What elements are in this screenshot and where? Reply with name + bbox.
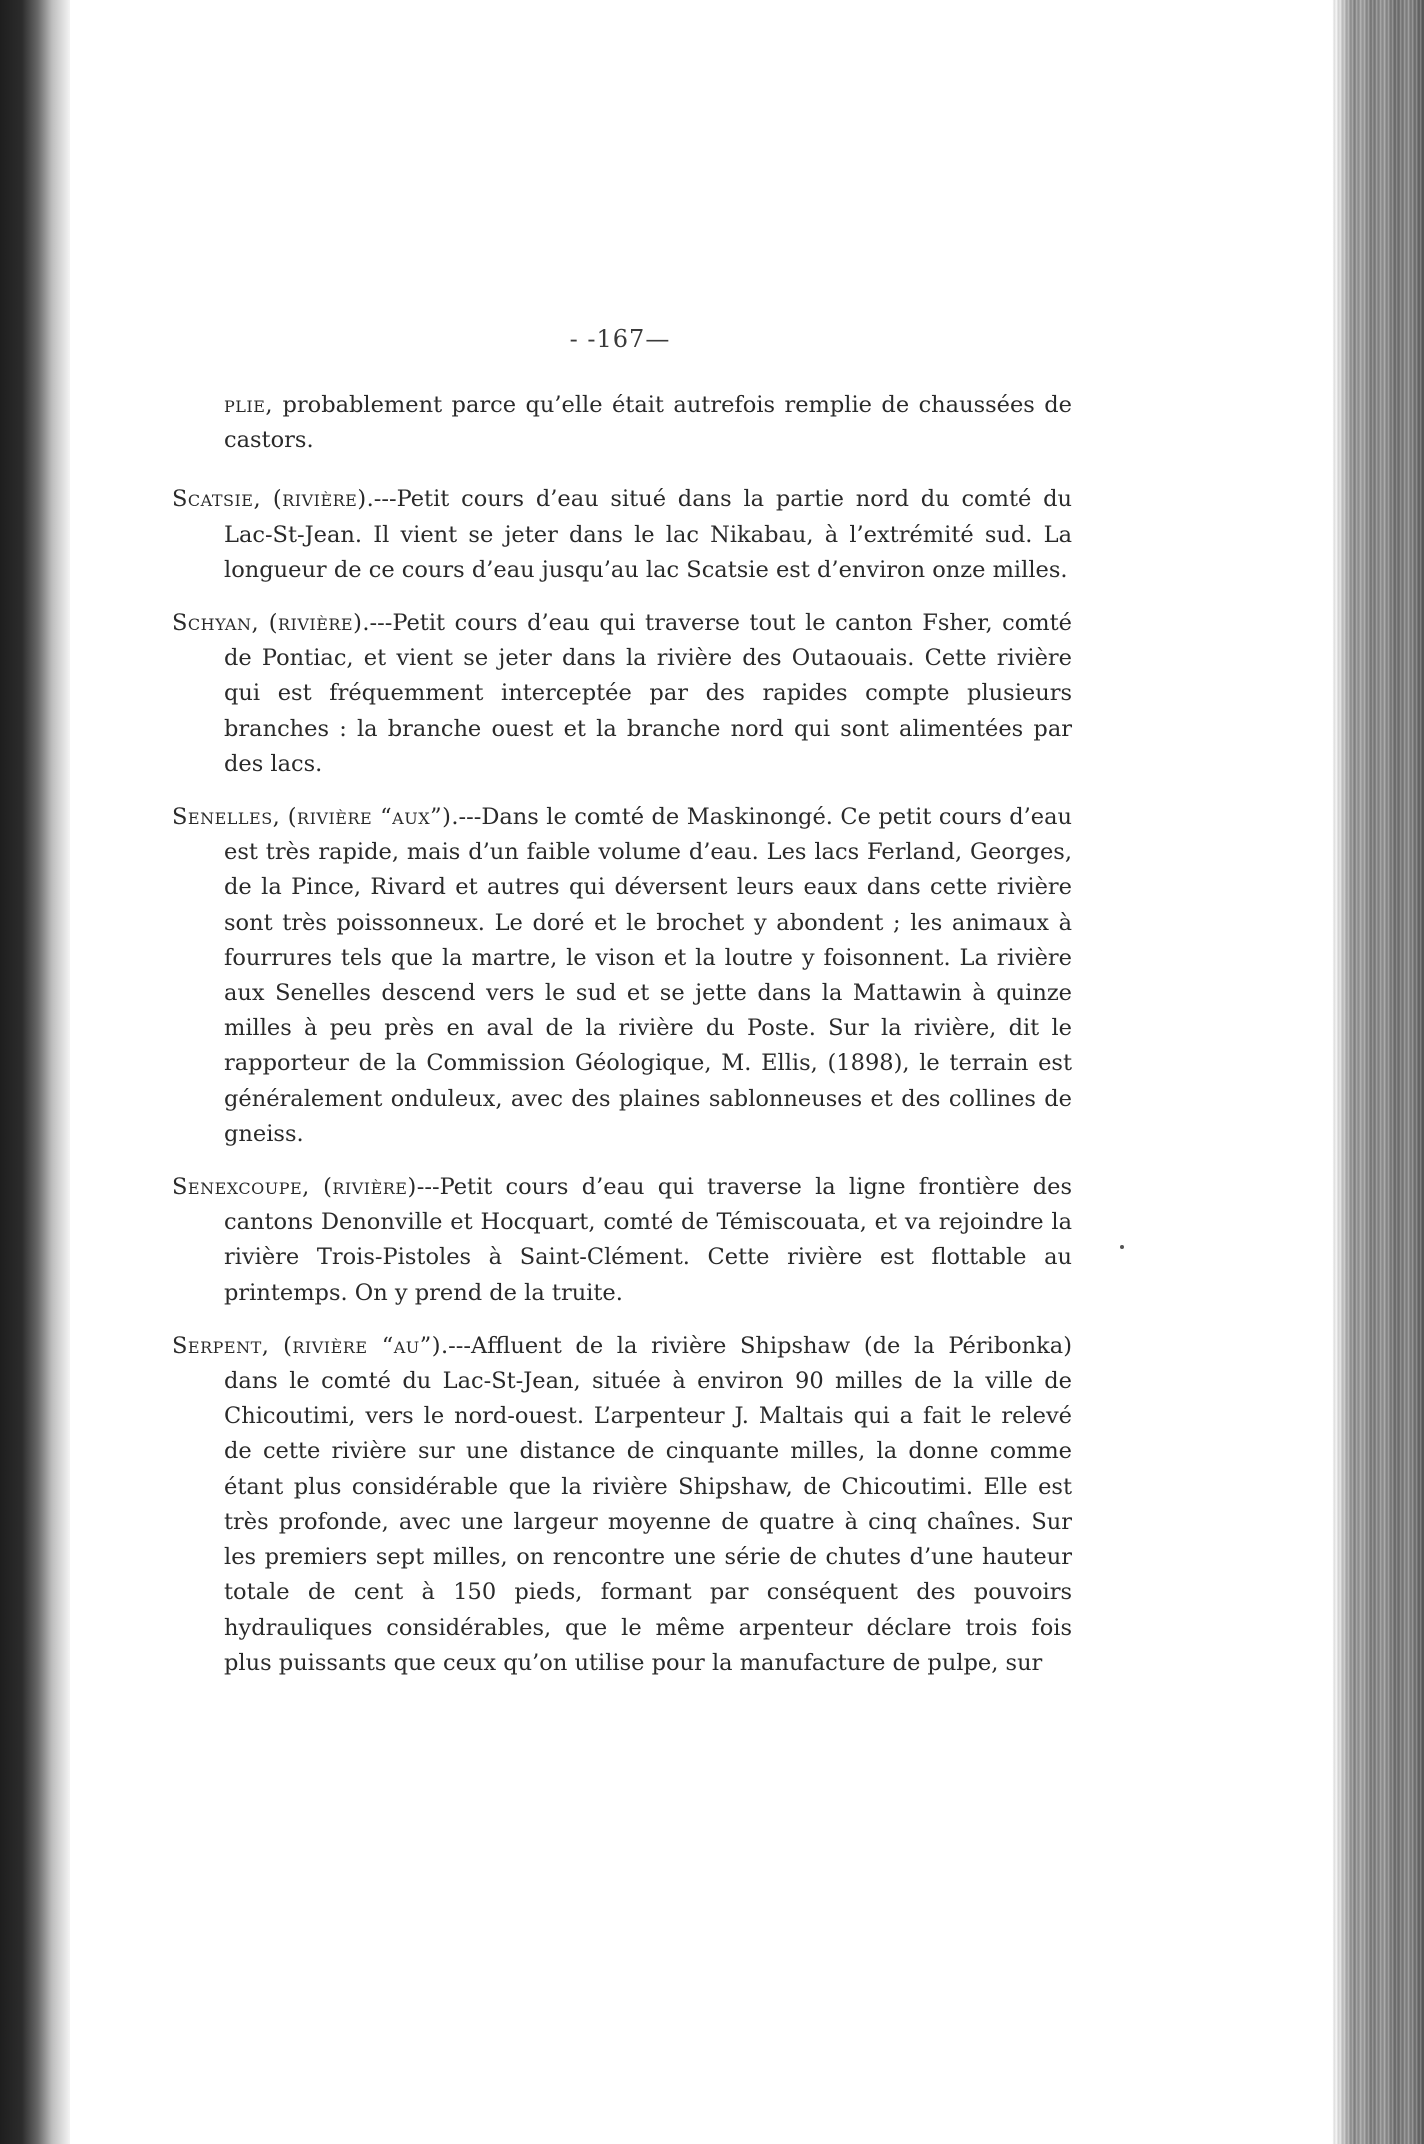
entry-head: Schyan, bbox=[172, 610, 260, 637]
entry-serpent bbox=[172, 1329, 1072, 1681]
entry-text: .---Petit cours d’eau qui traverse tout le canton Fsher, comté de Pontiac, et vient se jeter dans la rivière des Outaouais. Cette rivière qui est fréquemment interceptée par des rapides compte plusieurs branches : la branche ouest et la branche nord qui sont alimentées par des lacs. bbox=[224, 610, 1072, 777]
page-number: - -167— bbox=[569, 325, 671, 353]
entry-head: Senexcoupe, bbox=[172, 1174, 310, 1201]
entry-scatsie bbox=[172, 482, 1072, 588]
entry-text: .---Affluent de la rivière Shipshaw (de la Péribonka) dans le comté du Lac-St-Jean, située à environ 90 milles de la ville de Chicoutimi, vers le nord-ouest. L’arpenteur J. Maltais qui a fait le relevé de cette rivière sur une distance de cinquante milles, la donne comme étant plus considérable que la rivière Shipshaw, de Chicoutimi. Elle est très profonde, avec une largeur moyenne de quatre à cinq chaînes. Sur les premiers sept milles, on rencontre une série de chutes d’une hauteur totale de cent à 150 pieds, formant par conséquent des pouvoirs hydrauliques considérables, que le même arpenteur déclare trois fois plus puissants que ceux qu’on utilise pour la manufacture de pulpe, sur bbox=[224, 1332, 1072, 1676]
entry-text: .---Dans le comté de Maskinongé. Ce petit cours d’eau est très rapide, mais d’un faible volume d’eau. Les lacs Ferland, Georges, de la Pince, Rivard et autres qui déversent leurs eaux dans cette rivière sont très poissonneux. Le doré et le brochet y abondent ; les animaux à fourrures tels que la martre, le vison et la loutre y foisonnent. La rivière aux Senelles descend vers le sud et se jette dans la Mattawin à quinze milles à peu près en aval de la rivière du Poste. Sur la rivière, dit le rapporteur de la Commission Géologique, M. Ellis, (1898), le terrain est généralement onduleux, avec des plaines sablonneuses et des collines de gneiss. bbox=[224, 804, 1072, 1147]
entry-head: Serpent, bbox=[172, 1332, 270, 1359]
entry-schyan bbox=[172, 606, 1072, 782]
entry-text: .---Petit cours d’eau situé dans la partie nord du comté du Lac-St-Jean. Il vient se jeter dans le lac Nikabau, à l’extrémité sud. La longueur de ce cours d’eau jusqu’au lac Scatsie est d’environ onze milles. bbox=[224, 486, 1072, 583]
entry-senelles bbox=[172, 800, 1072, 1152]
entry-qualifier: (rivière) bbox=[272, 486, 367, 513]
continuation-head: plie, bbox=[224, 392, 274, 418]
continuation-paragraph bbox=[172, 388, 1072, 458]
entry-head: Scatsie, bbox=[172, 486, 262, 513]
entry-head: Senelles, bbox=[172, 804, 281, 831]
page-edge-stack bbox=[1332, 0, 1424, 2144]
left-binding-shadow bbox=[0, 0, 70, 2144]
entry-qualifier: (rivière) bbox=[323, 1174, 417, 1201]
entry-text: ---Petit cours d’eau qui traverse la ligne frontière des cantons Denonville et Hocquart, comté de Témiscouata, et va rejoindre la rivière Trois-Pistoles à Saint-Clément. Cette rivière est flottable au printemps. On y prend de la truite. bbox=[224, 1174, 1072, 1306]
entry-qualifier: (rivière) bbox=[268, 610, 363, 637]
text-block bbox=[172, 388, 1072, 1699]
stray-ink-dot bbox=[1120, 1245, 1124, 1249]
entry-qualifier: (rivière “au”) bbox=[283, 1332, 442, 1359]
entry-qualifier: (rivière “aux”) bbox=[287, 804, 452, 831]
entry-senexcoupe bbox=[172, 1170, 1072, 1311]
continuation-text: probablement parce qu’elle était autrefois remplie de chaussées de castors. bbox=[224, 392, 1072, 454]
